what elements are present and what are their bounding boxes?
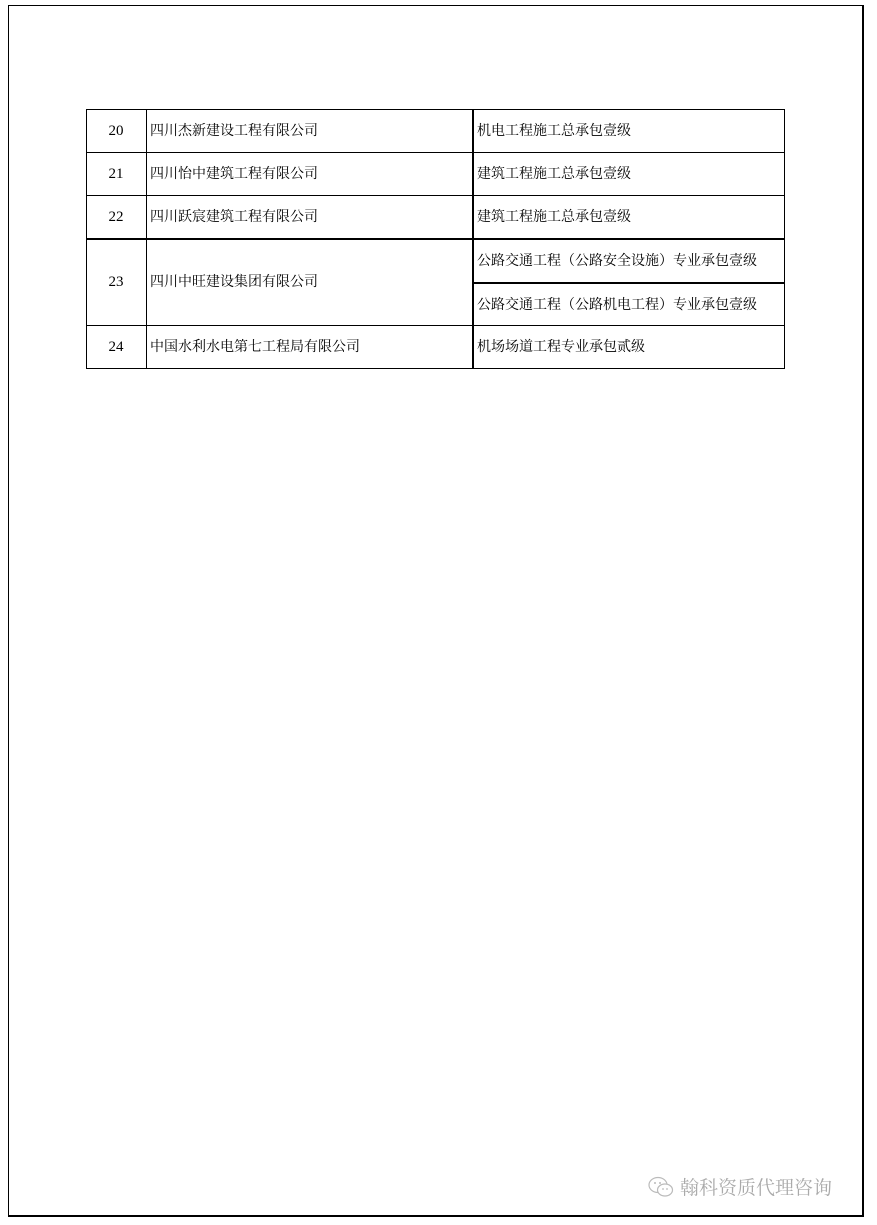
qualification: 建筑工程施工总承包壹级 (477, 208, 631, 225)
row-number: 22 (108, 208, 124, 225)
qualification: 机场场道工程专业承包贰级 (477, 338, 645, 355)
company-name: 四川杰新建设工程有限公司 (150, 122, 318, 139)
watermark-text: 翰科资质代理咨询 (680, 1177, 833, 1199)
qualification: 公路交通工程（公路安全设施）专业承包壹级 (477, 253, 757, 269)
company-name: 四川中旺建设集团有限公司 (150, 274, 318, 290)
row-number: 24 (108, 338, 124, 355)
company-name: 四川跃宸建筑工程有限公司 (150, 208, 318, 225)
wechat-icon (648, 1176, 674, 1198)
qualification: 建筑工程施工总承包壹级 (477, 165, 631, 182)
row-number: 23 (108, 274, 124, 290)
company-name: 中国水利水电第七工程局有限公司 (150, 338, 360, 355)
company-name: 四川怡中建筑工程有限公司 (150, 165, 318, 182)
row-number: 20 (108, 122, 124, 139)
watermark (648, 1173, 832, 1200)
row-number: 21 (108, 165, 124, 182)
qualification: 公路交通工程（公路机电工程）专业承包壹级 (477, 296, 757, 313)
qualification: 机电工程施工总承包壹级 (477, 122, 631, 139)
